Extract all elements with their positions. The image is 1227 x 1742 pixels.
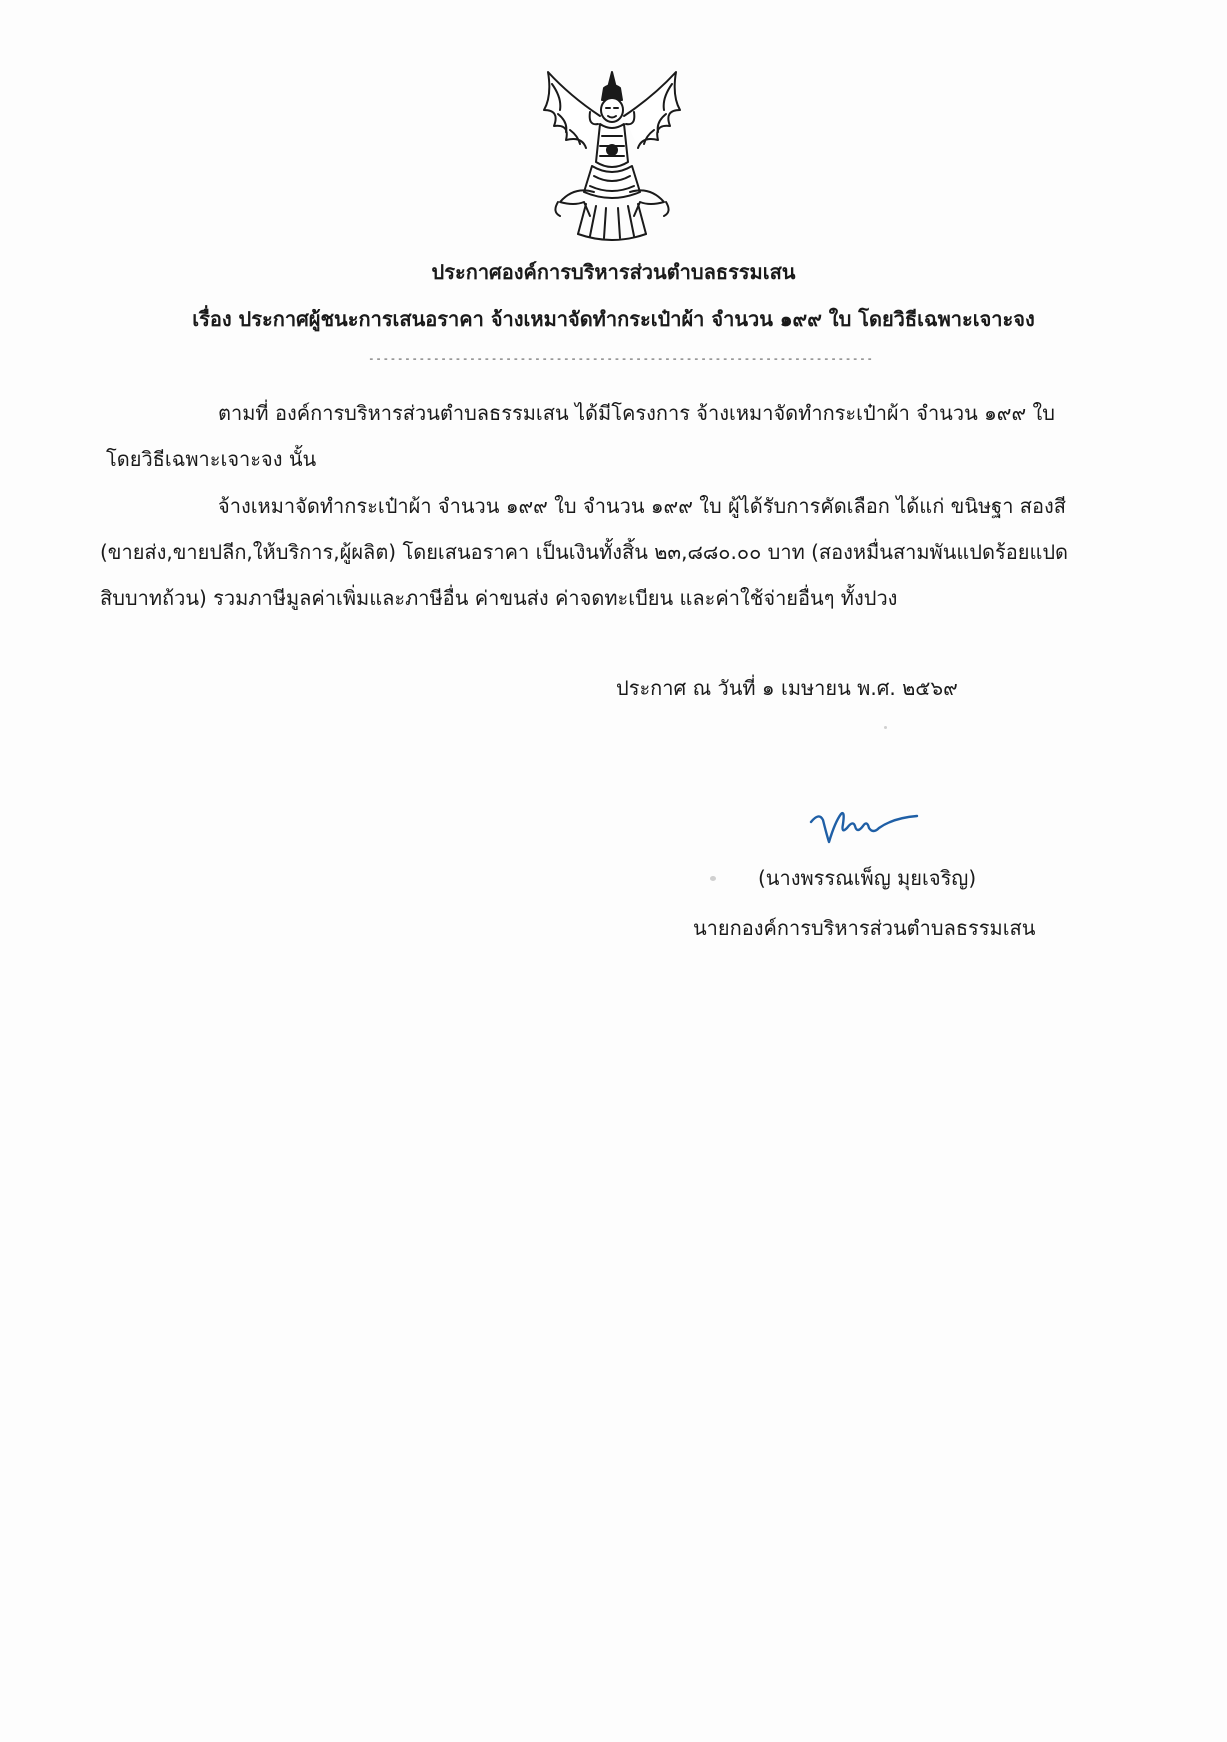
paper-speck xyxy=(884,726,887,729)
paragraph-2-line-2: (ขายส่ง,ขายปลีก,ให้บริการ,ผู้ผลิต) โดยเสนอราคา เป็นเงินทั้งสิ้น ๒๓,๘๘๐.๐๐ บาท (สองหมื่นสามพันแปดร้อยแปด xyxy=(100,540,1069,564)
announcement-heading: ประกาศองค์การบริหารส่วนตำบลธรรมเสน xyxy=(431,260,796,284)
announcement-subject: เรื่อง ประกาศผู้ชนะการเสนอราคา จ้างเหมาจัดทำกระเป๋าผ้า จำนวน ๑๙๙ ใบ โดยวิธีเฉพาะเจาะจง xyxy=(192,307,1035,331)
handwritten-signature-icon xyxy=(805,800,925,850)
garuda-emblem-icon xyxy=(530,66,695,241)
paragraph-1-line-2: โดยวิธีเฉพาะเจาะจง นั้น xyxy=(106,447,317,471)
signer-title: นายกองค์การบริหารส่วนตำบลธรรมเสน xyxy=(693,916,1036,940)
paragraph-2-line-1: จ้างเหมาจัดทำกระเป๋าผ้า จำนวน ๑๙๙ ใบ จำนวน ๑๙๙ ใบ ผู้ได้รับการคัดเลือก ได้แก่ ขนิษฐา สองสี xyxy=(218,494,1066,518)
divider-line: ---------------------------------------------------------------------- xyxy=(368,352,874,365)
paper-speck xyxy=(710,876,716,881)
signer-name: (นางพรรณเพ็ญ มุยเจริญ) xyxy=(758,866,977,890)
paragraph-2-line-3: สิบบาทถ้วน) รวมภาษีมูลค่าเพิ่มและภาษีอื่น ค่าขนส่ง ค่าจดทะเบียน และค่าใช้จ่ายอื่นๆ ทั้งปวง xyxy=(100,586,898,610)
paragraph-1-line-1: ตามที่ องค์การบริหารส่วนตำบลธรรมเสน ได้มีโครงการ จ้างเหมาจัดทำกระเป๋าผ้า จำนวน ๑๙๙ ใบ xyxy=(218,401,1055,425)
announcement-date: ประกาศ ณ วันที่ ๑ เมษายน พ.ศ. ๒๕๖๙ xyxy=(616,676,958,700)
